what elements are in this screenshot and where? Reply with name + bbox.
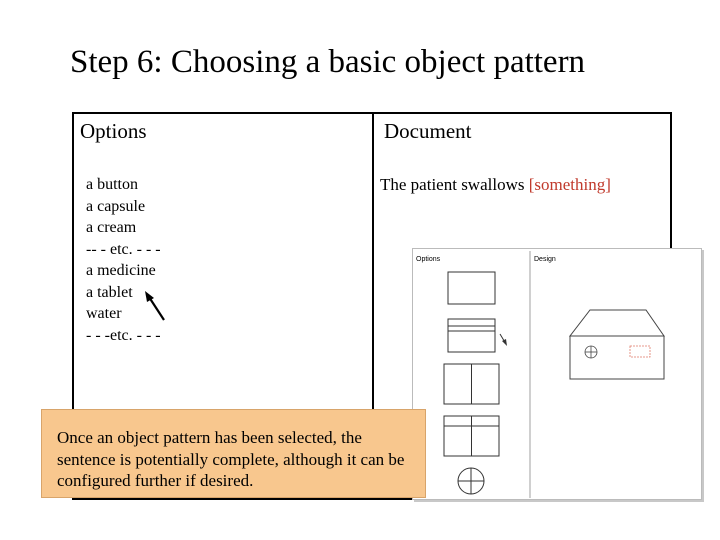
sentence-slot[interactable]: [something]	[528, 175, 611, 194]
document-sentence	[380, 174, 611, 196]
inset-design-label: Design	[534, 256, 556, 263]
document-heading: Document	[384, 119, 472, 143]
option-item[interactable]: water	[86, 305, 122, 322]
options-heading: Options	[80, 119, 147, 143]
option-item[interactable]: a medicine	[86, 262, 156, 279]
slide-title: Step 6: Choosing a basic object pattern	[70, 44, 586, 80]
design-screenshot-inset	[412, 248, 702, 500]
option-item[interactable]: a button	[86, 176, 138, 193]
sentence-text: The patient swallows	[380, 175, 525, 194]
option-item[interactable]: a tablet	[86, 283, 133, 301]
inset-drawing	[412, 248, 702, 500]
inset-options-label: Options	[416, 256, 441, 263]
option-item[interactable]: a capsule	[86, 197, 146, 215]
mouse-pointer-icon	[140, 290, 170, 330]
option-item: - - -etc. - - -	[86, 326, 161, 344]
option-item: -- - etc. - - -	[86, 240, 161, 258]
explanation-note: Once an object pattern has been selected, the sentence is potentially complete, although it can be configured further if desired.	[41, 409, 426, 498]
option-item[interactable]: a cream	[86, 219, 137, 236]
